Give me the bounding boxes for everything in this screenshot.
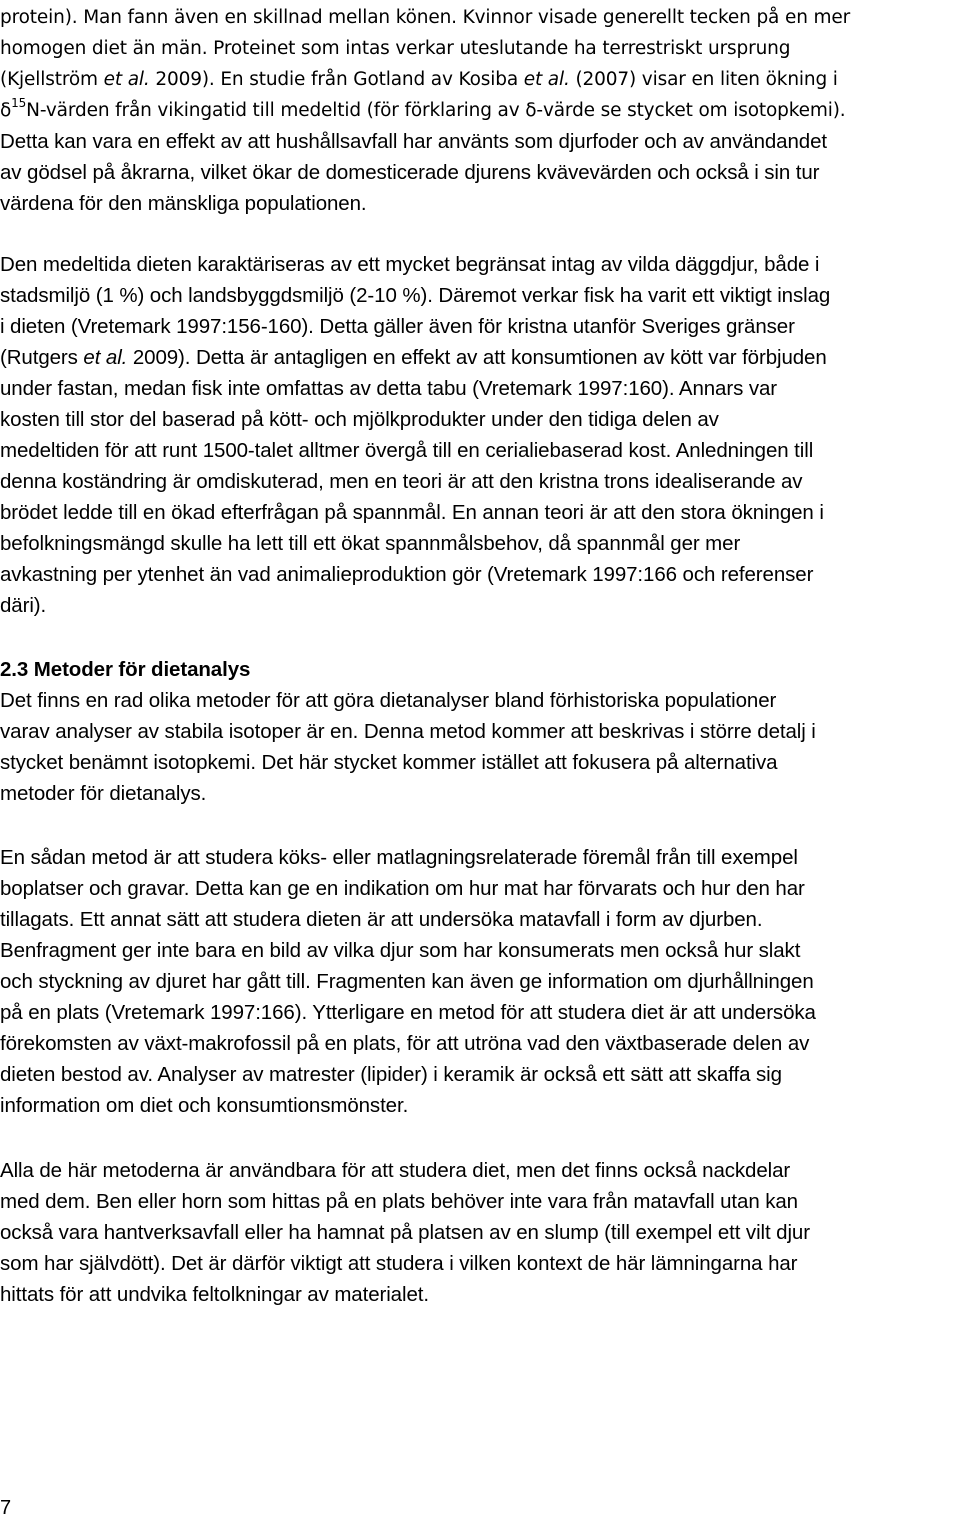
- text-segment: stadsmiljö (1 %) och landsbyggdsmiljö (2-10 %). Däremot verkar fisk ha varit ett viktigt inslag: [0, 284, 831, 307]
- paragraph-4: [0, 842, 960, 1121]
- text-segment: boplatser och gravar. Detta kan ge en indikation om hur mat har förvarats och hur den har: [0, 877, 805, 900]
- text-line: [0, 1155, 960, 1186]
- text-line: [0, 1279, 960, 1310]
- text-line: [0, 966, 960, 997]
- text-segment: Alla de här metoderna är användbara för att studera diet, men det finns också nackdelar: [0, 1159, 791, 1182]
- text-line: [0, 249, 960, 280]
- text-segment: Benfragment ger inte bara en bild av vilka djur som har konsumerats men också hur slakt: [0, 939, 801, 962]
- text-line: [0, 157, 960, 188]
- text-segment: också vara hantverksavfall eller ha hamnat på platsen av en slump (till exempel ett vilt djur: [0, 1221, 810, 1244]
- text-line: [0, 280, 960, 311]
- text-line: [0, 188, 960, 219]
- text-segment: befolkningsmängd skulle ha lett till ett ökat spannmålsbehov, då spannmål ger mer: [0, 532, 741, 555]
- text-line: [0, 64, 960, 95]
- text-segment: (Kjellström: [0, 69, 104, 90]
- text-segment: stycket benämnt isotopkemi. Det här stycket kommer istället att fokusera på alternativa: [0, 751, 778, 774]
- text-segment: avkastning per ytenhet än vad animalieproduktion gör (Vretemark 1997:166 och referenser: [0, 563, 814, 586]
- text-segment: Den medeltida dieten karaktäriseras av ett mycket begränsat intag av vilda däggdjur, både i: [0, 253, 820, 276]
- text-line: [0, 997, 960, 1028]
- section-heading: [0, 654, 960, 685]
- text-line: [0, 559, 960, 590]
- text-line: [0, 935, 960, 966]
- paragraph-2: [0, 249, 960, 621]
- paragraph-5: [0, 1155, 960, 1310]
- text-line: [0, 1059, 960, 1090]
- text-segment: i dieten (Vretemark 1997:156-160). Detta gäller även för kristna utanför Sveriges gränser: [0, 315, 795, 338]
- text-line: [0, 126, 960, 157]
- text-segment: (Rutgers: [0, 346, 84, 369]
- text-segment: som har självdött). Det är därför viktigt att studera i vilken kontext de här lämningarna har: [0, 1252, 798, 1275]
- text-segment: hittats för att undvika feltolkningar av materialet.: [0, 1283, 429, 1306]
- text-segment: denna koständring är omdiskuterad, men en teori är att den kristna trons idealiserande av: [0, 470, 803, 493]
- text-segment: information om diet och konsumtionsmönster.: [0, 1094, 409, 1117]
- text-segment: under fastan, medan fisk inte omfattas av detta tabu (Vretemark 1997:160). Annars var: [0, 377, 778, 400]
- text-line: [0, 590, 960, 621]
- text-segment: 2009). Detta är antagligen en effekt av att konsumtionen av kött var förbjuden: [127, 346, 827, 369]
- text-line: [0, 33, 960, 64]
- text-segment: medeltiden för att runt 1500-talet alltmer övergå till en cerialiebaserad kost. Anledningen till: [0, 439, 814, 462]
- text-line: [0, 1217, 960, 1248]
- text-segment: dieten bestod av. Analyser av matrester (lipider) i keramik är också ett sätt att skaffa sig: [0, 1063, 782, 1086]
- text-segment: et al.: [103, 69, 150, 90]
- text-segment: (2007) visar en liten ökning i: [569, 69, 838, 90]
- text-segment: et al.: [83, 346, 128, 369]
- text-line: [0, 778, 960, 809]
- text-segment: N-värden från vikingatid till medeltid (för förklaring av δ-värde se stycket om isotopkemi).: [26, 100, 846, 121]
- text-line: [0, 842, 960, 873]
- text-line: [0, 2, 960, 33]
- text-segment: metoder för dietanalys.: [0, 782, 207, 805]
- text-segment: däri).: [0, 594, 47, 617]
- text-segment: 2009). En studie från Gotland av Kosiba: [149, 69, 524, 90]
- text-segment: protein). Man fann även en skillnad mellan könen. Kvinnor visade generellt tecken på en mer: [0, 7, 851, 28]
- text-line: [0, 1186, 960, 1217]
- text-line: [0, 528, 960, 559]
- text-line: [0, 685, 960, 716]
- text-segment: förekomsten av växt-makrofossil på en plats, för att utröna vad den växtbaserade delen av: [0, 1032, 810, 1055]
- text-segment: et al.: [523, 69, 570, 90]
- text-line: [0, 342, 960, 373]
- paragraph-1: [0, 2, 960, 219]
- superscript: 15: [11, 95, 27, 110]
- text-line: [0, 404, 960, 435]
- text-segment: och styckning av djuret har gått till. Fragmenten kan även ge information om djurhållningen: [0, 970, 814, 993]
- text-line: [0, 1090, 960, 1121]
- text-segment: av gödsel på åkrarna, vilket ökar de domesticerade djurens kvävevärden och också i sin tur: [0, 161, 820, 184]
- text-line: [0, 1028, 960, 1059]
- text-segment: Det finns en rad olika metoder för att göra dietanalyser bland förhistoriska populationer: [0, 689, 777, 712]
- text-line: [0, 95, 960, 126]
- text-line: [0, 497, 960, 528]
- text-line: [0, 747, 960, 778]
- text-line: [0, 716, 960, 747]
- text-segment: homogen diet än män. Proteinet som intas verkar uteslutande ha terrestriskt ursprung: [0, 38, 791, 59]
- text-segment: kosten till stor del baserad på kött- och mjölkprodukter under den tidiga delen av: [0, 408, 719, 431]
- text-segment: värdena för den mänskliga populationen.: [0, 192, 367, 215]
- page-number: 7: [0, 1497, 12, 1519]
- text-line: [0, 435, 960, 466]
- text-line: [0, 904, 960, 935]
- text-segment: En sådan metod är att studera köks- eller matlagningsrelaterade föremål från till exempel: [0, 846, 798, 869]
- text-segment: Detta kan vara en effekt av att hushållsavfall har använts som djurfoder och av användandet: [0, 130, 827, 153]
- text-line: [0, 1248, 960, 1279]
- text-segment: tillagats. Ett annat sätt att studera dieten är att undersöka matavfall i form av djurben.: [0, 908, 763, 931]
- text-segment: δ: [0, 100, 12, 121]
- text-segment: på en plats (Vretemark 1997:166). Ytterligare en metod för att studera diet är att undersöka: [0, 1001, 816, 1024]
- text-line: [0, 466, 960, 497]
- text-line: [0, 873, 960, 904]
- text-segment: brödet ledde till en ökad efterfrågan på spannmål. En annan teori är att den stora ökningen i: [0, 501, 824, 524]
- text-line: [0, 373, 960, 404]
- text-segment: med dem. Ben eller horn som hittas på en plats behöver inte vara från matavfall utan kan: [0, 1190, 798, 1213]
- text-line: [0, 311, 960, 342]
- paragraph-3: [0, 685, 960, 809]
- text-segment: varav analyser av stabila isotoper är en. Denna metod kommer att beskrivas i större detalj i: [0, 720, 816, 743]
- section-heading-text: 2.3 Metoder för dietanalys: [0, 658, 251, 681]
